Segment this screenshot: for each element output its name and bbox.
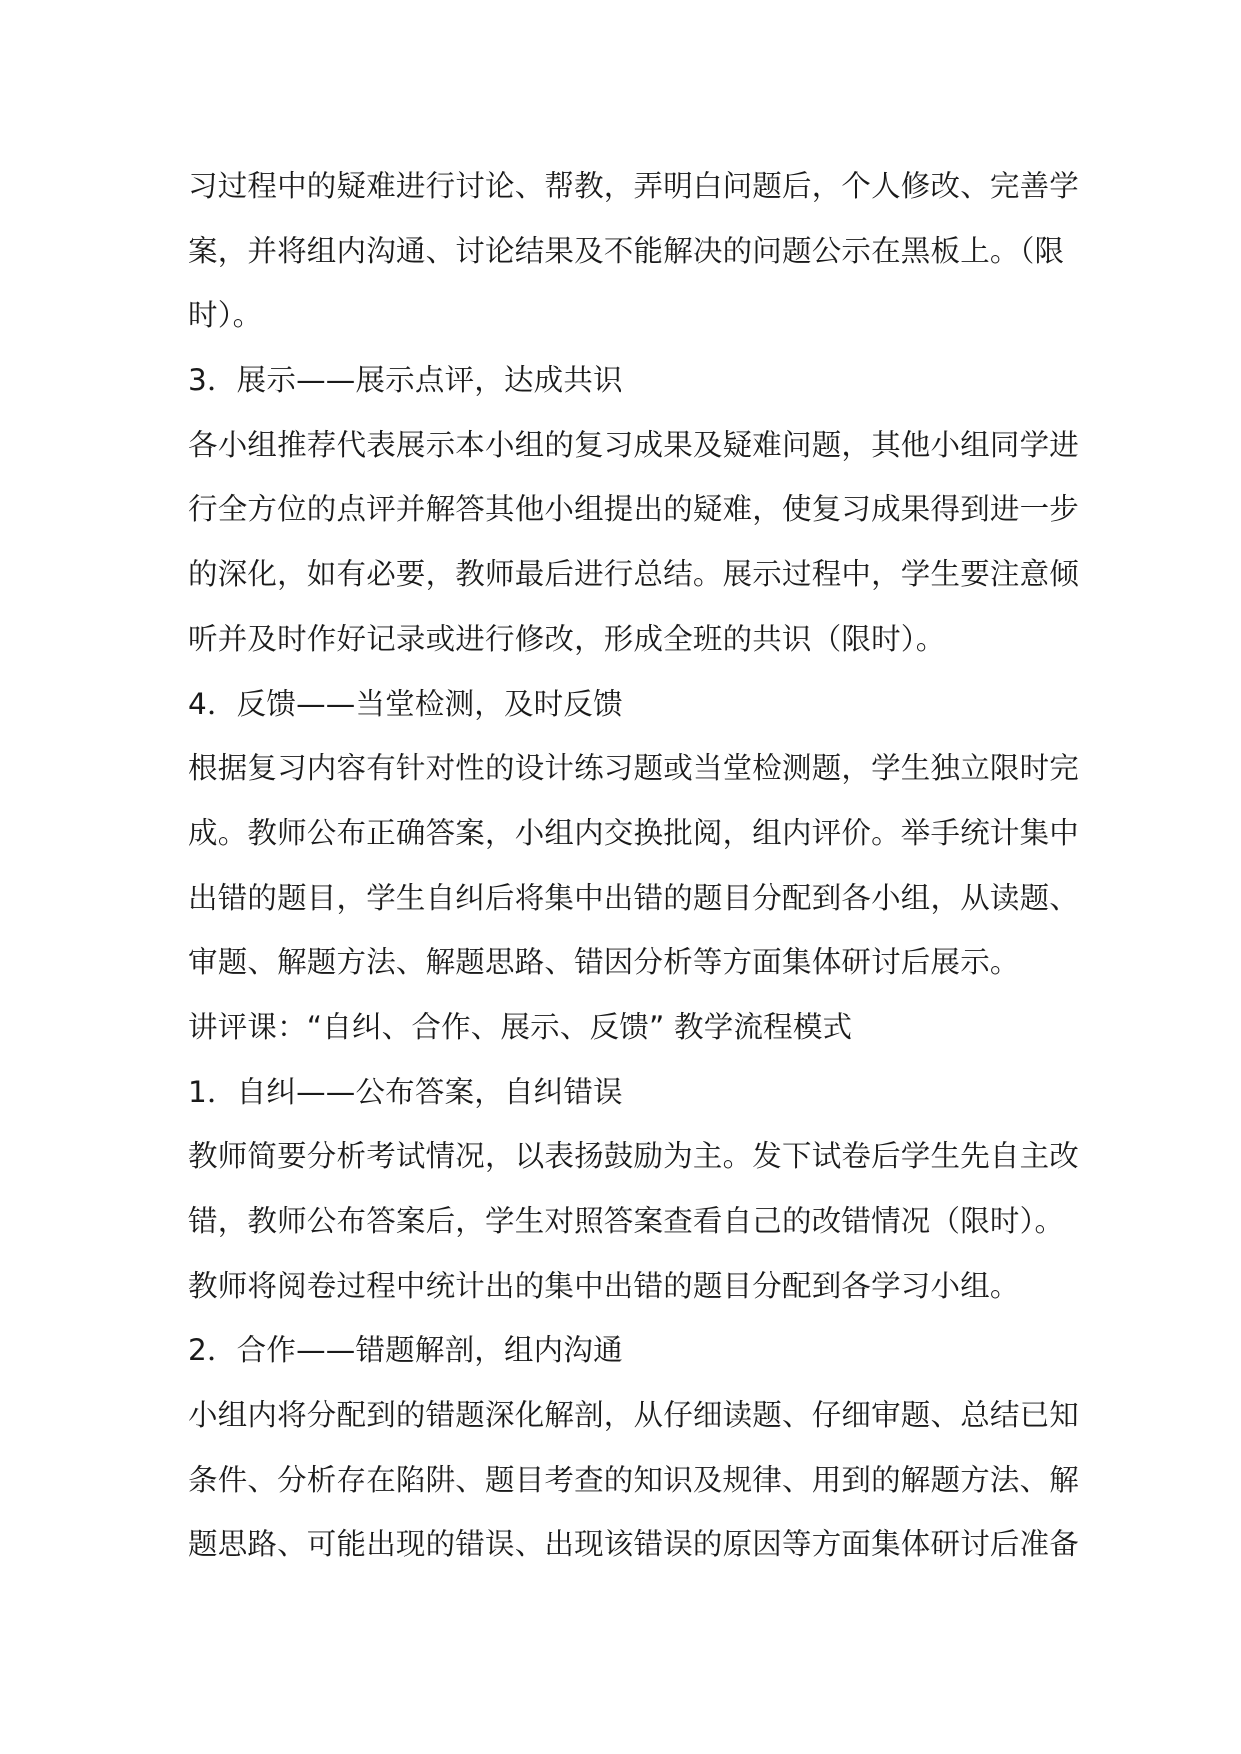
- text-line: 案，并将组内沟通、讨论结果及不能解决的问题公示在黑板上。（限: [188, 233, 1065, 268]
- text-line: 成。教师公布正确答案，小组内交换批阅，组内评价。举手统计集中: [188, 815, 1080, 850]
- text-line: 各小组推荐代表展示本小组的复习成果及疑难问题，其他小组同学进: [188, 427, 1080, 462]
- text-line: 教师简要分析考试情况，以表扬鼓励为主。发下试卷后学生先自主改: [188, 1139, 1080, 1174]
- text-line: 听并及时作好记录或进行修改，形成全班的共识（限时）。: [188, 621, 946, 656]
- text-line: 教师将阅卷过程中统计出的集中出错的题目分配到各学习小组。: [188, 1268, 1020, 1303]
- text-line: 审题、解题方法、解题思路、错因分析等方面集体研讨后展示。: [188, 945, 1020, 980]
- text-line: 根据复习内容有针对性的设计练习题或当堂检测题，学生独立限时完: [188, 751, 1080, 786]
- text-line: 错，教师公布答案后，学生对照答案查看自己的改错情况（限时）。: [188, 1204, 1065, 1238]
- model-title: 讲评课：“自纠、合作、展示、反馈” 教学流程模式: [188, 1009, 853, 1044]
- section-heading: 1．自纠——公布答案，自纠错误: [188, 1074, 623, 1109]
- text-line: 条件、分析存在陷阱、题目考查的知识及规律、用到的解题方法、解: [188, 1462, 1080, 1497]
- text-line: 时）。: [188, 298, 263, 333]
- section-heading: 4．反馈——当堂检测，及时反馈: [188, 686, 623, 721]
- text-line: 小组内将分配到的错题深化解剖，从仔细读题、仔细审题、总结已知: [188, 1398, 1080, 1433]
- text-line: 出错的题目，学生自纠后将集中出错的题目分配到各小组，从读题、: [188, 880, 1080, 915]
- text-line: 题思路、可能出现的错误、出现该错误的原因等方面集体研讨后准备: [188, 1527, 1080, 1562]
- section-heading: 3．展示——展示点评，达成共识: [188, 363, 623, 398]
- section-heading: 2．合作——错题解剖，组内沟通: [188, 1333, 623, 1368]
- document-body: [188, 154, 1080, 1577]
- text-line: 的深化，如有必要，教师最后进行总结。展示过程中，学生要注意倾: [188, 557, 1080, 592]
- text-line: 习过程中的疑难进行讨论、帮教，弄明白问题后，个人修改、完善学: [188, 169, 1080, 203]
- text-line: 行全方位的点评并解答其他小组提出的疑难，使复习成果得到进一步: [188, 492, 1080, 527]
